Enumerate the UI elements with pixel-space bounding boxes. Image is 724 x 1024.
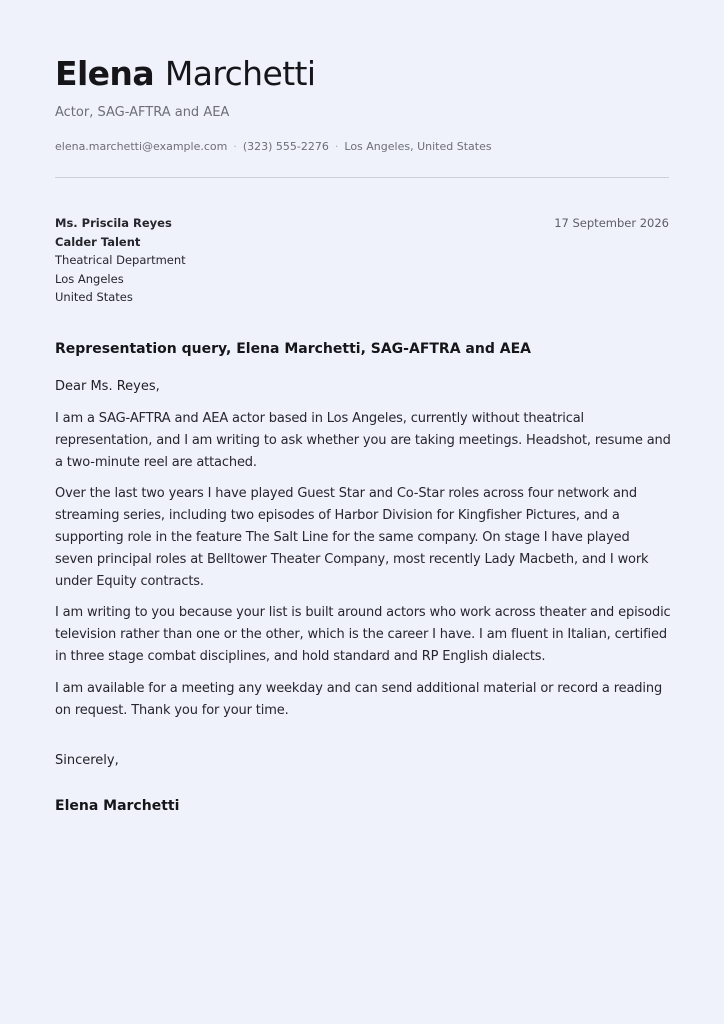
header-divider xyxy=(55,177,669,178)
recipient-company: Calder Talent xyxy=(55,234,141,249)
recipient-name: Ms. Priscila Reyes xyxy=(55,216,172,230)
contact-separator: · xyxy=(233,140,237,153)
recipient-department: Theatrical Department xyxy=(55,253,186,267)
letter-subject: Representation query, Elena Marchetti, SAG-AFTRA and AEA xyxy=(55,341,531,357)
letter-body xyxy=(55,408,671,731)
cover-letter-page xyxy=(55,0,669,1024)
recipient-country: United States xyxy=(55,290,133,304)
letter-signature: Elena Marchetti xyxy=(55,798,180,814)
letter-date: 17 September 2026 xyxy=(554,216,669,230)
body-paragraph: Over the last two years I have played Guest Star and Co-Star roles across four network and streaming series, including two episodes of Harbor Division for Kingfisher Pictures, and a supporting role in the feature The Salt Line for the same company. On stage I have played seven principal roles at Belltower Theater Company, most recently Lady Macbeth, and I work under Equity contracts. xyxy=(55,486,649,589)
contact-phone[interactable]: (323) 555-2276 xyxy=(242,140,329,153)
recipient-city: Los Angeles xyxy=(55,271,124,286)
contact-location: Los Angeles, United States xyxy=(344,140,492,153)
body-paragraph: I am writing to you because your list is built around actors who work across theater and episodic television rather than one or the other, which is the career I have. I am fluent in Italian, certified in three stage combat disciplines, and hold standard and RP English dialects. xyxy=(55,605,671,664)
applicant-first-name: Elena xyxy=(55,54,154,93)
body-paragraph: I am available for a meeting any weekday and can send additional material or record a reading on request. Thank you for your time. xyxy=(55,680,663,718)
applicant-name xyxy=(55,53,315,95)
contact-email[interactable]: elena.marchetti@example.com xyxy=(55,140,228,153)
applicant-title: Actor, SAG-AFTRA and AEA xyxy=(55,105,230,120)
applicant-last-name: Marchetti xyxy=(164,54,316,93)
body-paragraph: I am a SAG-AFTRA and AEA actor based in Los Angeles, currently without theatrical representation, and I am writing to ask whether you are taking meetings. Headshot, resume and a two-minute reel are attached. xyxy=(55,411,671,470)
letter-closing: Sincerely, xyxy=(55,753,119,768)
contact-separator: · xyxy=(334,140,339,153)
contact-line xyxy=(55,139,492,154)
letter-salutation: Dear Ms. Reyes, xyxy=(55,379,160,394)
recipient-address-block xyxy=(55,214,186,307)
